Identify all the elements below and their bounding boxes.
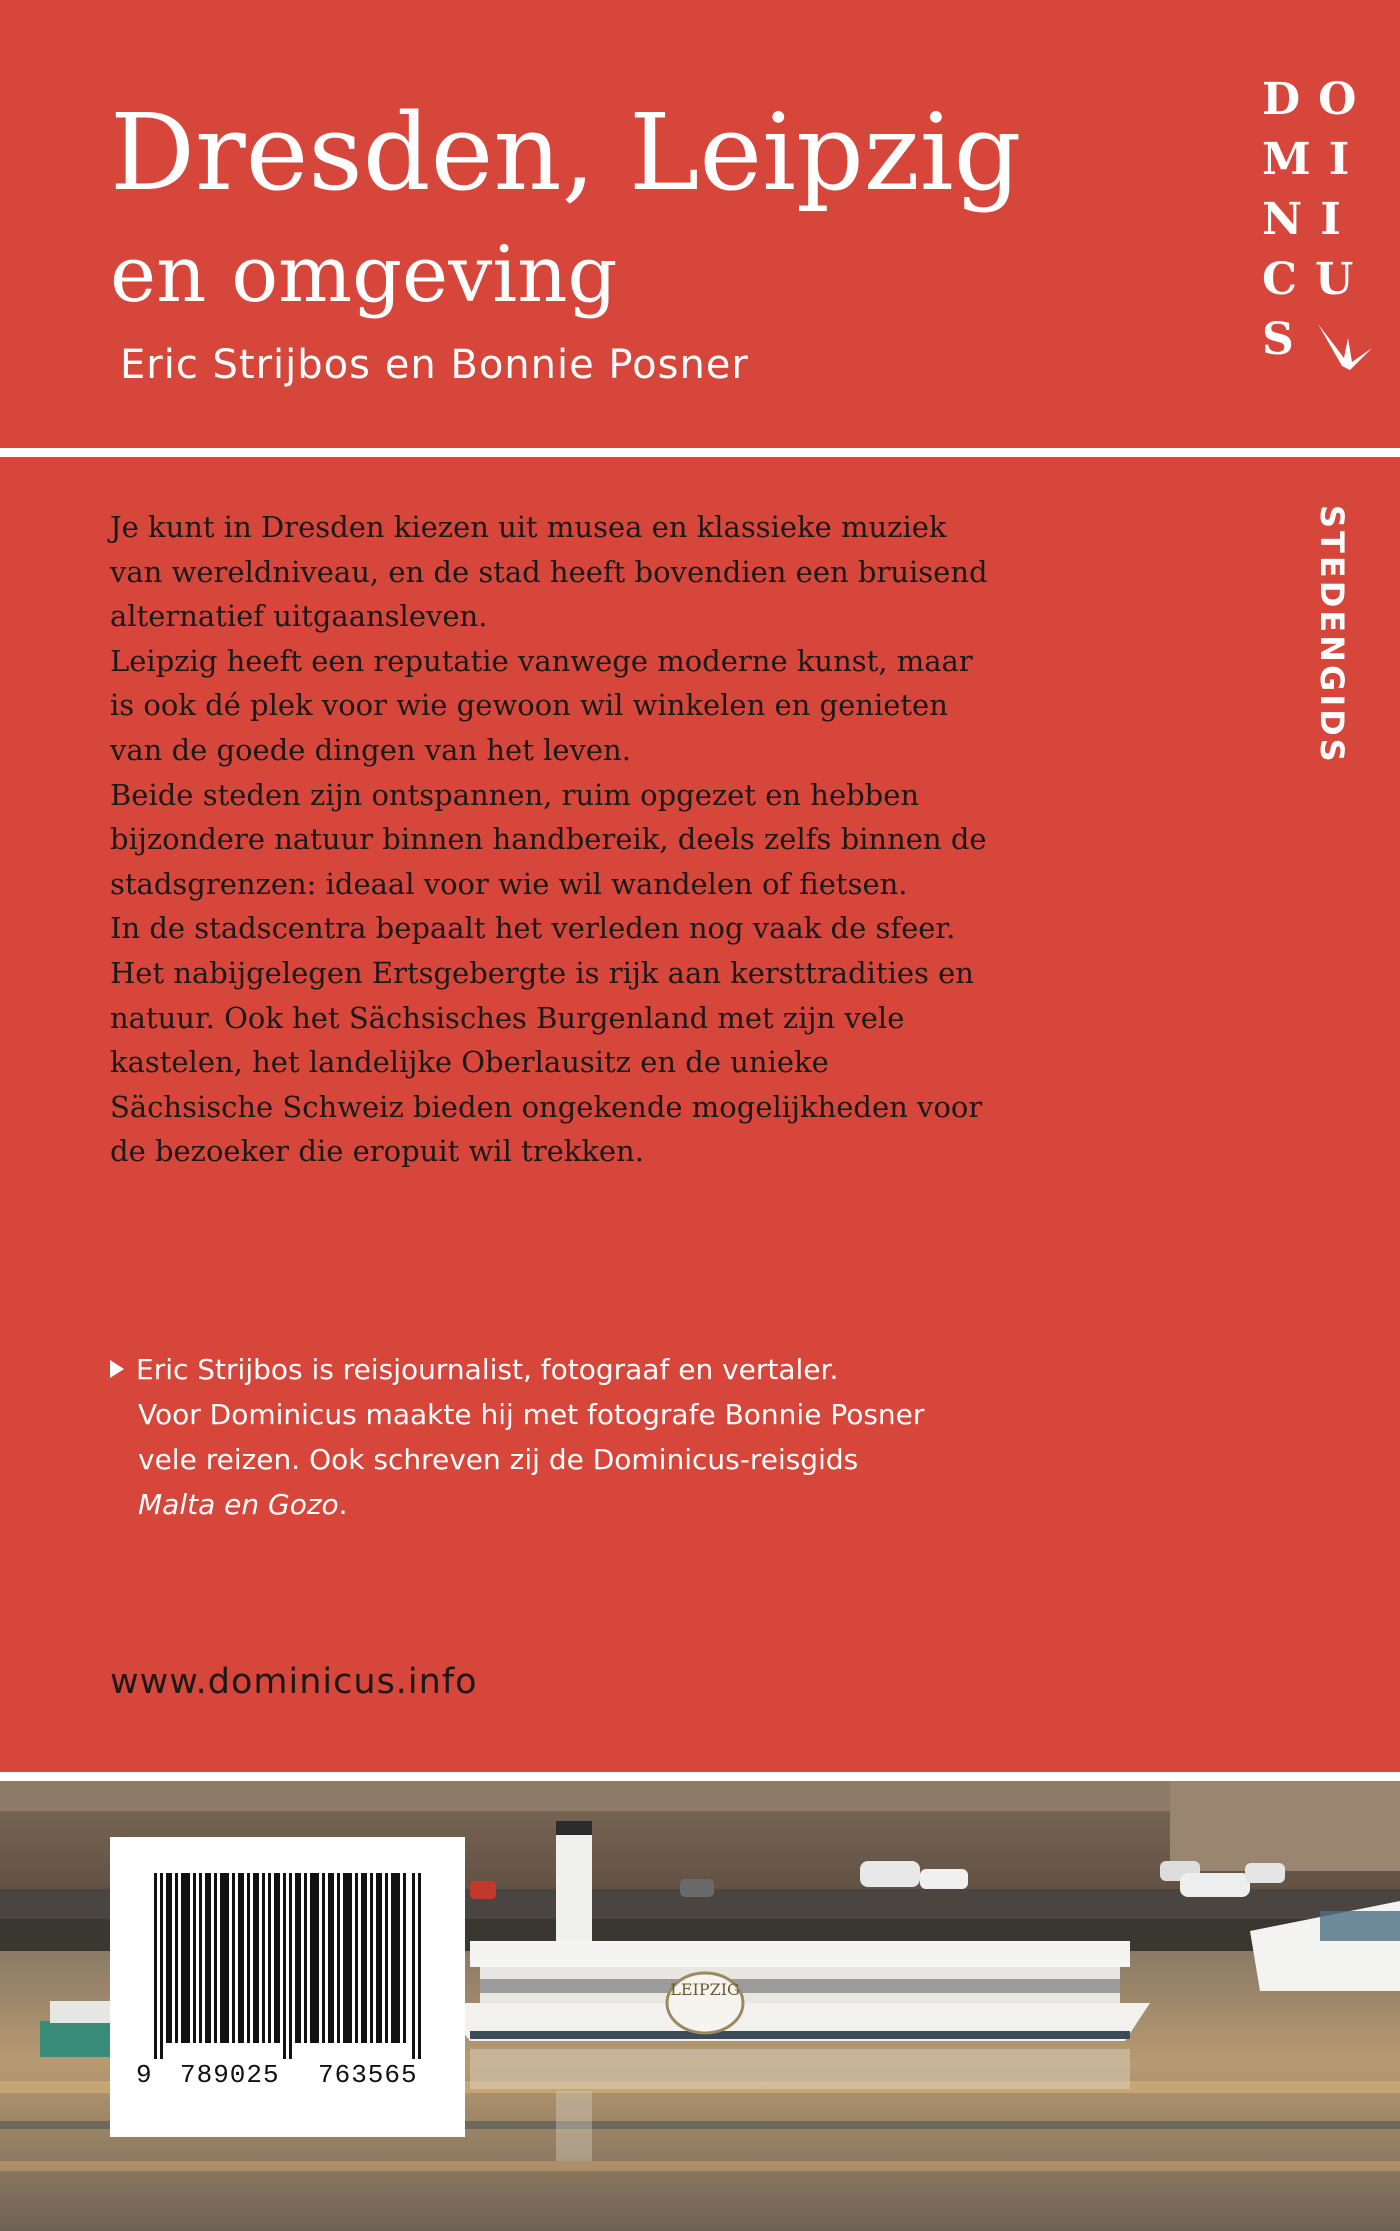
divider-bottom [0,1772,1400,1781]
divider-top [0,448,1400,457]
bird-icon [1314,318,1374,378]
description-paragraph: Leipzig heeft een reputatie vanwege moderne kunst, maar is ook dé plek voor wie gewoon wil winkelen en genieten van de goede dingen van het leven. [110,643,973,767]
bio-line [110,1347,990,1392]
bio-line: Voor Dominicus maakte hij met fotografe Bonnie Posner [138,1398,925,1431]
bio-punctuation: . [338,1488,348,1521]
website-link[interactable]: www.dominicus.info [110,1662,478,1702]
book-description [110,505,990,1174]
description-paragraph: Je kunt in Dresden kiezen uit musea en klassieke muziek van wereldniveau, en de stad heeft bovendien een bruisend alternatief uitgaansleven. [110,510,988,634]
publisher-logo [1262,70,1375,370]
bio-line [110,1482,990,1527]
series-label: STEDENGIDS [1313,505,1351,765]
description-paragraph: Het nabijgelegen Ertsgebergte is rijk aan kersttradities en natuur. Ook het Sächsisches Burgenland met zijn vele kastelen, het landelijke Oberlausitz en de unieke Sächsische Schweiz bieden ongekende mogelijkheden voor de bezoeker die eropuit wil trekken. [110,955,983,1169]
isbn-group: 763565 [318,2060,418,2090]
barcode-bars [154,1873,424,2059]
book-title: Dresden, Leipzig [110,91,1022,214]
book-authors: Eric Strijbos en Bonnie Posner [120,342,749,388]
logo-row: MI [1262,134,1368,185]
barcode [110,1837,465,2137]
author-bio [110,1347,990,1527]
isbn-prefix: 9 [136,2060,153,2090]
isbn-group: 789025 [180,2060,280,2090]
logo-row: CU [1262,254,1372,305]
book-subtitle: en omgeving [110,230,618,320]
bio-line: vele reizen. Ook schreven zij de Dominicus-reisgids [138,1443,859,1476]
logo-row: DO [1262,74,1375,125]
book-reference: Malta en Gozo [138,1488,339,1521]
cover-header [0,0,1400,445]
description-paragraph: Beide steden zijn ontspannen, ruim opgezet en hebben bijzondere natuur binnen handbereik, deels zelfs binnen de stadsgrenzen: ideaal voor wie wil wandelen of fietsen. [110,777,987,901]
triangle-bullet-icon [110,1360,124,1378]
logo-row: NI [1262,194,1359,245]
description-paragraph: In de stadscentra bepaalt het verleden nog vaak de sfeer. [110,911,956,946]
isbn-number [136,2062,456,2088]
boat-name: LEIPZIG [670,1980,740,1999]
logo-row: S [1262,314,1312,365]
bio-text: Eric Strijbos is reisjournalist, fotograaf en vertaler. [136,1353,839,1386]
